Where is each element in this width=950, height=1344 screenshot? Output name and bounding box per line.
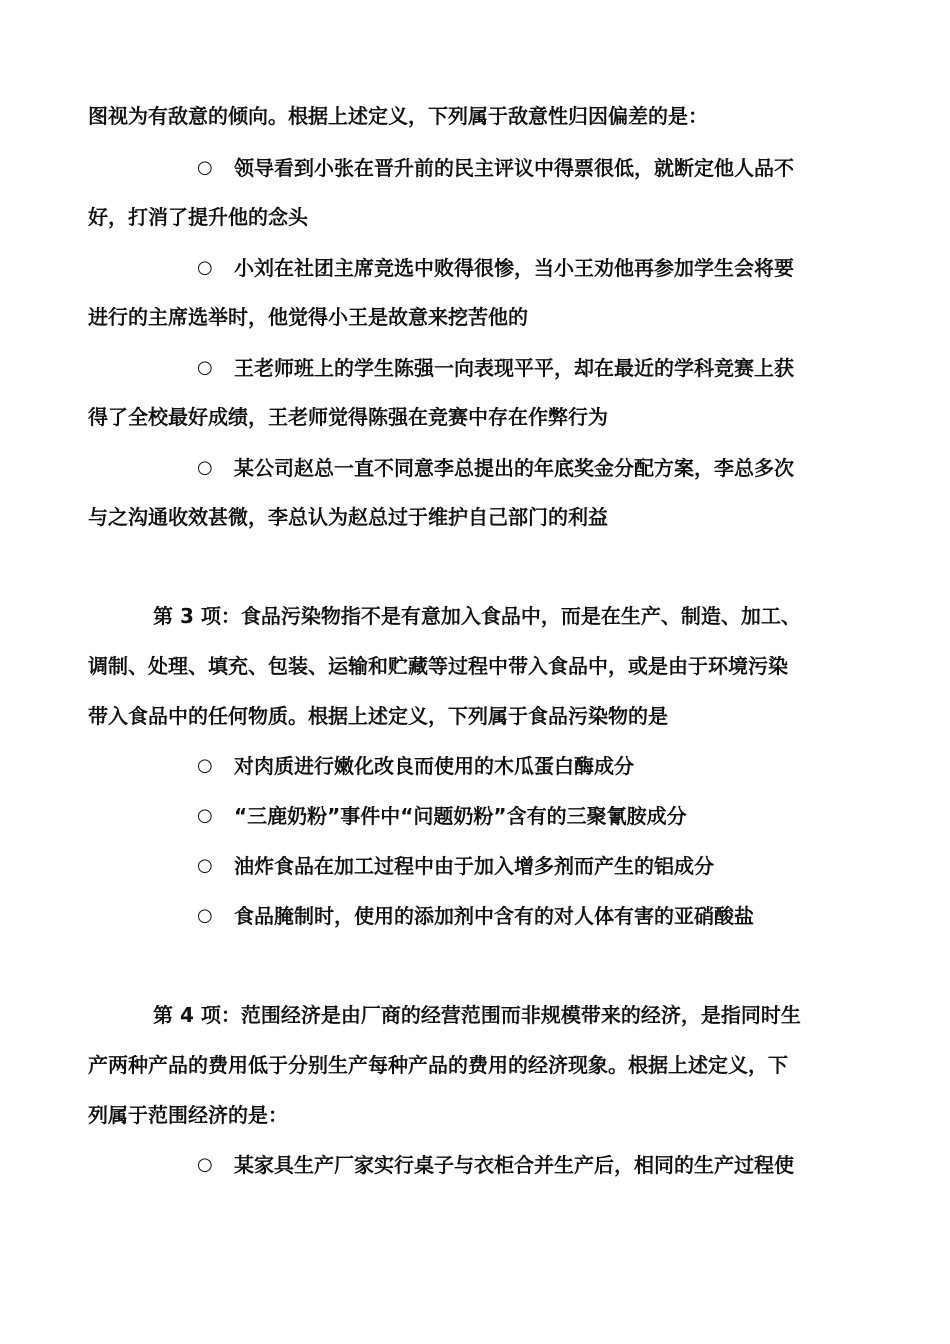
radio-bullet-icon[interactable]: ○ [197, 755, 213, 776]
question-4-stem-line1: 第 4 项：范围经济是由厂商的经营范围而非规模带来的经济，是指同时生 [153, 1003, 801, 1027]
radio-bullet-icon[interactable]: ○ [197, 257, 213, 278]
question-4-stem-line3: 列属于范围经济的是： [88, 1103, 288, 1127]
q2-option-b-line1[interactable]: 小刘在社团主席竞选中败得很惨，当小王劝他再参加学生会将要 [234, 256, 794, 280]
question-2-stem-tail: 图视为有敌意的倾向。根据上述定义，下列属于敌意性归因偏差的是： [88, 104, 708, 128]
q4-option-a[interactable]: 某家具生产厂家实行桌子与衣柜合并生产后，相同的生产过程使 [234, 1153, 794, 1177]
q2-option-b-line2[interactable]: 进行的主席选举时，他觉得小王是故意来挖苦他的 [88, 305, 528, 329]
q2-option-c-line1[interactable]: 王老师班上的学生陈强一向表现平平，却在最近的学科竞赛上获 [234, 356, 794, 380]
q3-option-c[interactable]: 油炸食品在加工过程中由于加入增多剂而产生的铝成分 [234, 854, 714, 878]
radio-bullet-icon[interactable]: ○ [197, 805, 213, 826]
radio-bullet-icon[interactable]: ○ [197, 357, 213, 378]
q2-option-d-line2[interactable]: 与之沟通收效甚微，李总认为赵总过于维护自己部门的利益 [88, 505, 608, 529]
q2-option-a-line2[interactable]: 好，打消了提升他的念头 [88, 205, 308, 229]
radio-bullet-icon[interactable]: ○ [197, 855, 213, 876]
question-3-stem-line2: 调制、处理、填充、包装、运输和贮藏等过程中带入食品中，或是由于环境污染 [88, 654, 788, 678]
q3-option-d[interactable]: 食品腌制时，使用的添加剂中含有的对人体有害的亚硝酸盐 [234, 904, 754, 928]
radio-bullet-icon[interactable]: ○ [197, 457, 213, 478]
q2-option-d-line1[interactable]: 某公司赵总一直不同意李总提出的年底奖金分配方案，李总多次 [234, 456, 794, 480]
question-3-stem-line1: 第 3 项：食品污染物指不是有意加入食品中，而是在生产、制造、加工、 [153, 604, 801, 628]
question-4-stem-line2: 产两种产品的费用低于分别生产每种产品的费用的经济现象。根据上述定义，下 [88, 1053, 788, 1077]
q3-option-a[interactable]: 对肉质进行嫩化改良而使用的木瓜蛋白酶成分 [234, 754, 634, 778]
radio-bullet-icon[interactable]: ○ [197, 905, 213, 926]
radio-bullet-icon[interactable]: ○ [197, 1154, 213, 1175]
question-3-stem-line3: 带入食品中的任何物质。根据上述定义，下列属于食品污染物的是 [88, 704, 668, 728]
q2-option-c-line2[interactable]: 得了全校最好成绩，王老师觉得陈强在竞赛中存在作弊行为 [88, 405, 608, 429]
q2-option-a-line1[interactable]: 领导看到小张在晋升前的民主评议中得票很低，就断定他人品不 [234, 156, 794, 180]
q3-option-b[interactable]: “三鹿奶粉”事件中“问题奶粉”含有的三聚氰胺成分 [234, 804, 687, 828]
radio-bullet-icon[interactable]: ○ [197, 157, 213, 178]
